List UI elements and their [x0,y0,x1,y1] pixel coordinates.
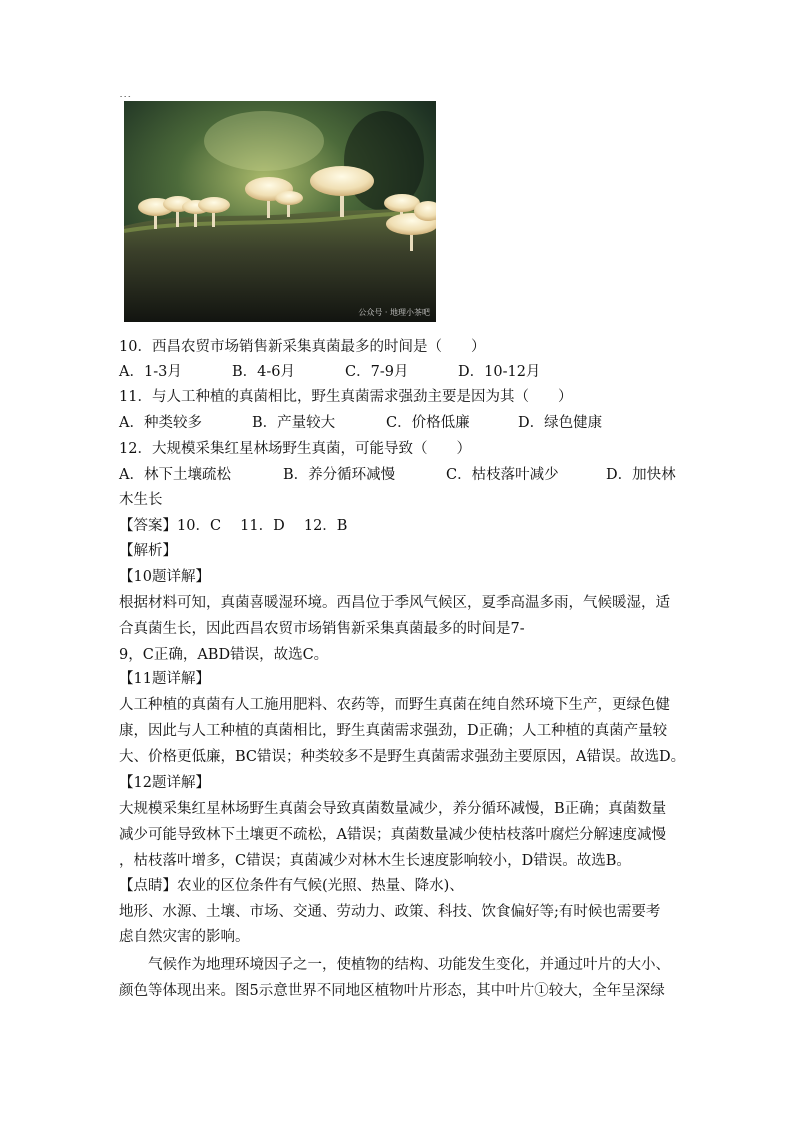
q10-option-c: C．7-9月 [345,364,409,380]
tips-line-3: 虑自然灾害的影响。 [119,929,250,945]
q10-detail-line-2: 合真菌生长，因此西昌农贸市场销售新采集真菌最多的时间是7- [119,621,525,637]
q10-detail-line-3: 9，C正确，ABD错误，故选C。 [119,647,329,663]
q10-detail-line-1: 根据材料可知，真菌喜暖湿环境。西昌位于季风气候区，夏季高温多雨，气候暖湿，适 [119,595,670,611]
q11-option-b: B．产量较大 [252,415,336,431]
q11-option-c: C．价格低廉 [386,415,470,431]
q10-option-b: B．4-6月 [232,364,296,380]
cut-off-text-line: ... [119,87,132,97]
q12-option-d-continued: 木生长 [119,492,163,508]
q11-detail-line-2: 康，因此与人工种植的真菌相比，野生真菌需求强劲，D正确；人工种植的真菌产量较 [119,723,668,739]
q11-option-a: A．种类较多 [119,415,202,431]
question-10-stem: 10．西昌农贸市场销售新采集真菌最多的时间是（ ） [119,339,486,355]
question-11-stem: 11．与人工种植的真菌相比，野生真菌需求强劲主要是因为其（ ） [119,389,573,405]
analysis-heading: 【解析】 [119,543,177,559]
q11-detail-line-3: 大、价格更低廉，BC错误；种类较多不是野生真菌需求强劲主要原因，A错误。故选D。 [119,749,686,765]
q12-detail-line-1: 大规模采集红星林场野生真菌会导致真菌数量减少，养分循环减慢，B正确；真菌数量 [119,801,667,817]
q12-detail-line-2: 减少可能导致林下土壤更不疏松，A错误；真菌数量减少使枯枝落叶腐烂分解速度减慢 [119,827,666,843]
q10-detail-heading: 【10题详解】 [119,569,210,585]
next-question-line-2: 颜色等体现出来。图5示意世界不同地区植物叶片形态，其中叶片①较大，全年呈深绿 [119,983,665,999]
q12-option-d: D．加快林 [606,467,676,483]
q12-detail-line-3: ，枯枝落叶增多，C错误；真菌减少对林木生长速度影响较小，D错误。故选B。 [119,853,631,869]
q12-option-c: C．枯枝落叶减少 [446,467,559,483]
tips-line-2: 地形、水源、土壤、市场、交通、劳动力、政策、科技、饮食偏好等;有时候也需要考 [119,904,661,920]
q10-option-d: D．10-12月 [458,364,541,380]
q11-detail-line-1: 人工种植的真菌有人工施用肥料、农药等，而野生真菌在纯自然环境下生产，更绿色健 [119,697,670,713]
mushroom-image [124,101,436,322]
tips-line-1: 【点睛】农业的区位条件有气候(光照、热量、降水)、 [119,878,464,894]
q10-option-a: A．1-3月 [119,364,182,380]
answer-line: 【答案】10．C 11．D 12．B [119,518,348,534]
next-question-line-1: 气候作为地理环境因子之一，使植物的结构、功能发生变化，并通过叶片的大小、 [119,957,670,973]
mushroom-photo [124,101,436,322]
q11-detail-heading: 【11题详解】 [119,671,210,687]
q12-detail-heading: 【12题详解】 [119,775,210,791]
q12-option-a: A．林下土壤疏松 [119,467,231,483]
q11-option-d: D．绿色健康 [518,415,603,431]
watermark: 公众号 · 地理小茶吧 [358,308,430,317]
q12-option-b: B．养分循环减慢 [283,467,396,483]
question-12-stem: 12．大规模采集红星林场野生真菌，可能导致（ ） [119,441,471,457]
